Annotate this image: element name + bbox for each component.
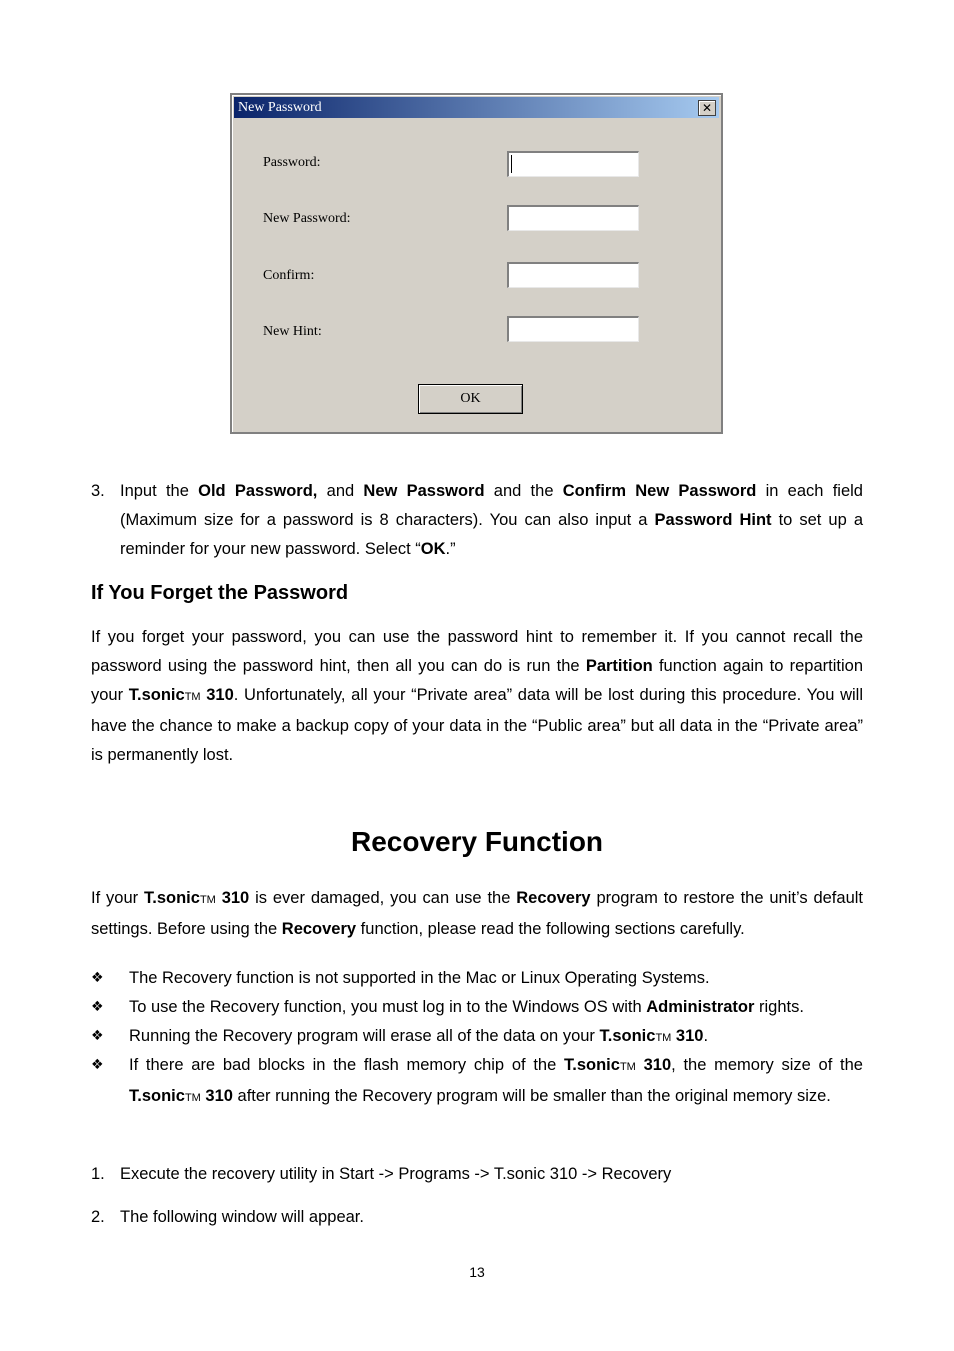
step-number: 2. [91,1208,105,1226]
dialog-titlebar [234,97,719,118]
text-caret [511,155,512,173]
confirm-label: Confirm: [263,268,315,283]
step-1 [91,1160,863,1189]
page-number: 13 [469,1264,485,1280]
step-text: The following window will appear. [120,1208,364,1226]
close-icon[interactable]: ✕ [698,100,716,116]
new-hint-input[interactable] [507,316,639,342]
list-item: ❖ To use the Recovery function, you must log in to the Windows OS with Administrator rights. [91,993,863,1022]
step-number: 3. [91,482,105,500]
diamond-bullet-icon: ❖ [91,1028,104,1044]
new-hint-label: New Hint: [263,324,322,339]
diamond-bullet-icon: ❖ [91,970,104,986]
step-text: Input the Old Password, and New Password and the Confirm New Password in each field (Maximum size for a password is 8 characters). You can also input a Password Hint to set up a reminder for your new password. Select “OK.” [120,482,864,558]
new-password-dialog [230,93,723,434]
confirm-input[interactable] [507,262,639,288]
list-item: ❖ Running the Recovery program will erase all of the data on your T.sonicTM 310. [91,1022,863,1053]
list-item: ❖ If there are bad blocks in the flash memory chip of the T.sonicTM 310, the memory size of the T.sonicTM 310 after running the Recovery program will be smaller than the original memory size. [91,1051,863,1113]
new-password-label: New Password: [263,211,351,226]
diamond-bullet-icon: ❖ [91,999,104,1015]
new-password-input[interactable] [507,205,639,231]
forget-paragraph: If you forget your password, you can use the password hint to remember it. If you cannot recall the password using the password hint, then all you can do is run the Partition function again to repartition your T.sonicTM 310. Unfortunately, all your “Private area” data will be lost during this procedure. You will have the chance to make a backup copy of your data in the “Public area” but all data in the “Private area” is permanently lost. [91,628,863,764]
recovery-intro: If your T.sonicTM 310 is ever damaged, you can use the Recovery program to restore the unit’s default settings. Before using the Recovery function, please read the following sections carefully. [91,889,863,938]
step-2 [91,1203,863,1232]
list-item: ❖ The Recovery function is not supported in the Mac or Linux Operating Systems. [91,964,863,993]
password-input[interactable] [507,151,639,177]
step-text: Execute the recovery utility in Start -> Programs -> T.sonic 310 -> Recovery [120,1165,672,1183]
ok-button[interactable]: OK [418,384,523,414]
diamond-bullet-icon: ❖ [91,1057,104,1073]
step-3 [91,477,863,564]
dialog-title: New Password [238,100,322,115]
password-label: Password: [263,155,321,170]
page-title: Recovery Function [350,826,604,857]
section-heading-forget: If You Forget the Password [91,582,349,604]
step-number: 1. [91,1165,105,1183]
